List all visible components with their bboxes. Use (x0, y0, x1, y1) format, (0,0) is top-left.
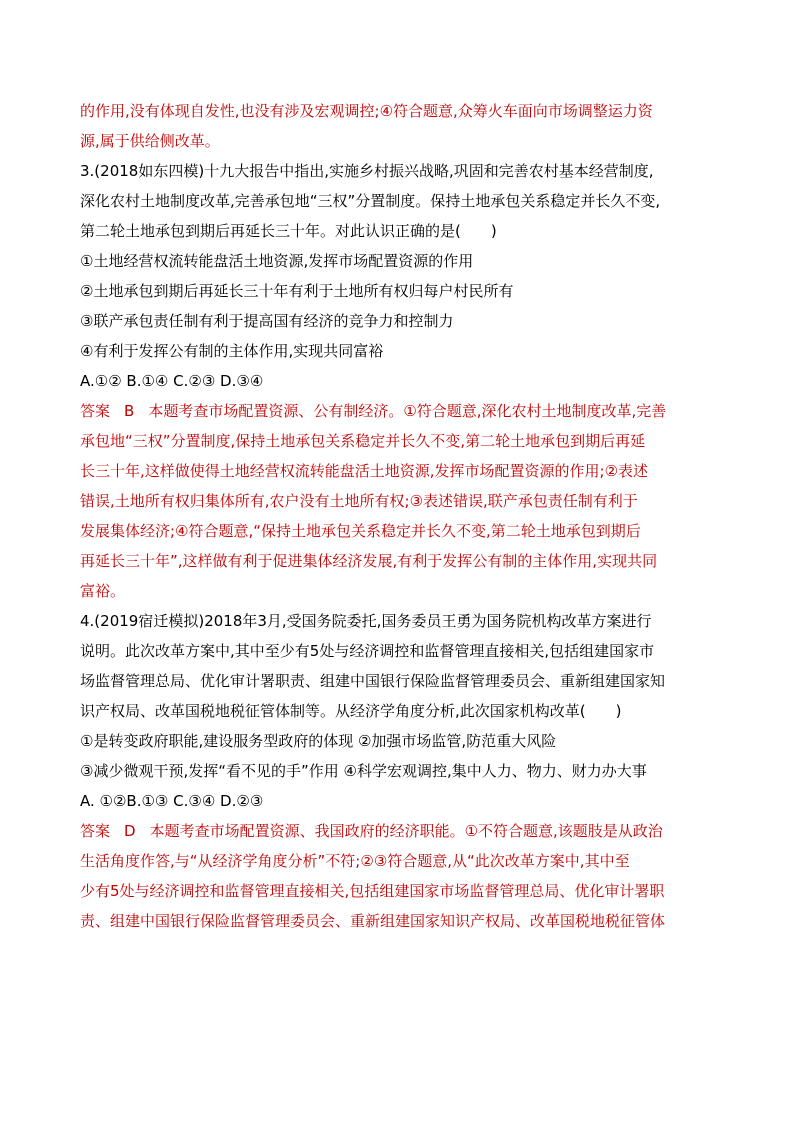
question-3-answer-line: 再延长三十年”,这样做有利于促进集体经济发展,有利于发挥公有制的主体作用,实现共同 (80, 552, 658, 570)
question-4-option: ①是转变政府职能,建设服务型政府的体现 ②加强市场监管,防范重大风险 (80, 732, 557, 750)
question-3-choices: A.①② B.①④ C.②③ D.③④ (80, 372, 264, 390)
question-4-answer-line: 少有5处与经济调控和监督管理直接相关,包括组建国家市场监督管理总局、优化审计署职 (80, 882, 665, 900)
question-3-answer-first-line (80, 396, 718, 426)
prev-answer-line: 源,属于供给侧改革。 (80, 132, 220, 150)
answer-label: 答案 (80, 822, 111, 840)
answer-key: B (124, 402, 135, 420)
question-4-stem-line: 场监督管理总局、优化审计署职责、组建中国银行保险监督管理委员会、重新组建国家知 (80, 672, 666, 690)
question-3-answer-line: 错误,土地所有权归集体所有,农户没有土地所有权;③表述错误,联产承包责任制有利于 (80, 492, 638, 510)
question-4-answer-line: 生活角度作答,与“从经济学角度分析”不符;②③符合题意,从“此次改革方案中,其中至 (80, 852, 630, 870)
question-3-option: ③联产承包责任制有利于提高国有经济的竞争力和控制力 (80, 312, 454, 330)
answer-explanation-start: 本题考查市场配置资源、公有制经济。①符合题意,深化农村土地制度改革,完善 (148, 402, 667, 420)
prev-answer-line: 的作用,没有体现自发性,也没有涉及宏观调控;④符合题意,众筹火车面向市场调整运力资 (80, 102, 653, 120)
document-body (80, 96, 718, 936)
question-3-answer-line: 发展集体经济;④符合题意,“保持土地承包关系稳定并长久不变,第二轮土地承包到期后 (80, 522, 641, 540)
question-3-answer-line: 富裕。 (80, 582, 126, 600)
question-3-answer-line: 承包地“三权”分置制度,保持土地承包关系稳定并长久不变,第二轮土地承包到期后再延 (80, 432, 646, 450)
question-4-stem-line: 说明。此次改革方案中,其中至少有5处与经济调控和监督管理直接相关,包括组建国家市 (80, 642, 655, 660)
question-4-choices: A. ①②B.①③ C.③④ D.②③ (80, 792, 264, 810)
question-4-option: ③减少微观干预,发挥“看不见的手”作用 ④科学宏观调控,集中人力、物力、财力办大事 (80, 762, 647, 780)
question-3-stem-line: 第二轮土地承包到期后再延长三十年。对此认识正确的是( ) (80, 222, 497, 240)
question-4-stem-line: 4.(2019宿迁模拟)2018年3月,受国务院委托,国务委员王勇为国务院机构改革方案进行 (80, 612, 652, 630)
answer-explanation-start: 本题考查市场配置资源、我国政府的经济职能。①不符合题意,该题肢是从政治 (149, 822, 663, 840)
question-4-answer-first-line (80, 816, 718, 846)
question-4-stem-line: 识产权局、改革国税地税征管体制等。从经济学角度分析,此次国家机构改革( ) (80, 702, 622, 720)
question-3-option: ④有利于发挥公有制的主体作用,实现共同富裕 (80, 342, 384, 360)
answer-key: D (124, 822, 136, 840)
question-4-answer-line: 责、组建中国银行保险监督管理委员会、重新组建国家知识产权局、改革国税地税征管体 (80, 912, 666, 930)
question-3-option: ②土地承包到期后再延长三十年有利于土地所有权归每户村民所有 (80, 282, 514, 300)
question-3-stem-line: 3.(2018如东四模)十九大报告中指出,实施乡村振兴战略,巩固和完善农村基本经营制度, (80, 162, 654, 180)
question-3-answer-line: 长三十年,这样做使得土地经营权流转能盘活土地资源,发挥市场配置资源的作用;②表述 (80, 462, 649, 480)
answer-label: 答案 (80, 402, 111, 420)
question-3-stem-line: 深化农村土地制度改革,完善承包地“三权”分置制度。保持土地承包关系稳定并长久不变, (80, 192, 661, 210)
question-3-option: ①土地经营权流转能盘活土地资源,发挥市场配置资源的作用 (80, 252, 474, 270)
